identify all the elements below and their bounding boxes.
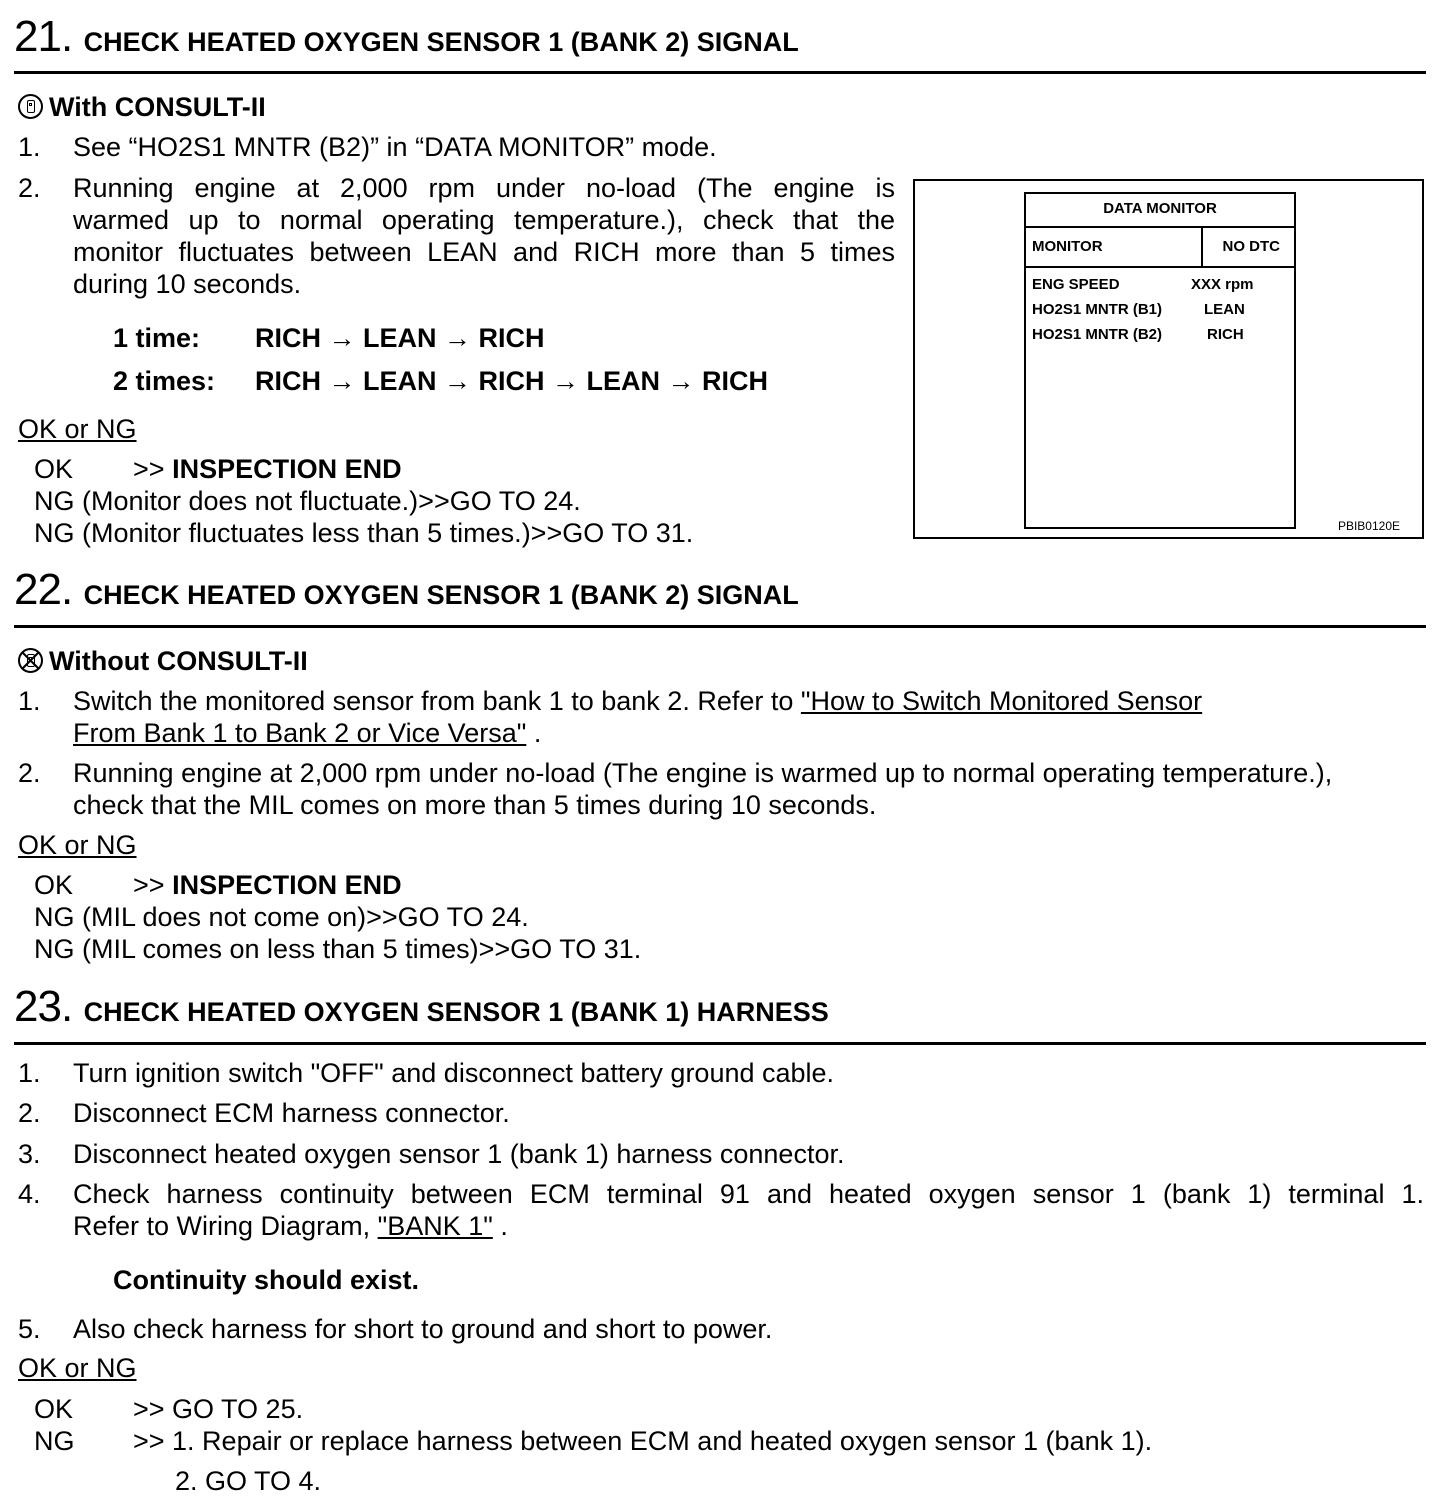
step-number: 2.	[18, 173, 41, 203]
time1-label: 1 time:	[113, 323, 201, 353]
ok-result-text: INSPECTION END	[172, 870, 402, 900]
section-title: CHECK HEATED OXYGEN SENSOR 1 (BANK 2) SIGNAL	[83, 27, 799, 57]
monitor-item-label: HO2S1 MNTR (B2)	[1032, 326, 1163, 343]
step-number: 2.	[18, 1098, 41, 1128]
step-text-suffix: .	[533, 718, 542, 748]
ng-result: >> 1. Repair or replace harness between ECM and heated oxygen sensor 1 (bank 1).	[133, 1426, 1153, 1456]
ok-label: OK	[34, 454, 74, 484]
wiring-diagram-link[interactable]: "BANK 1"	[377, 1211, 493, 1241]
data-monitor-screen	[1024, 192, 1296, 529]
ng-result: NG (MIL comes on less than 5 times)>>GO TO 31.	[34, 934, 642, 964]
ng-result: NG (MIL does not come on)>>GO TO 24.	[34, 902, 529, 932]
section-22-heading	[14, 565, 799, 625]
section-divider	[14, 1042, 1426, 1045]
section-number-dot: .	[60, 12, 74, 61]
step-text: Disconnect heated oxygen sensor 1 (bank 1) harness connector.	[73, 1139, 845, 1169]
step-text-prefix: Refer to Wiring Diagram,	[73, 1211, 371, 1241]
step-text	[73, 686, 1202, 717]
section-divider	[14, 625, 1426, 628]
step-number: 1.	[18, 1058, 41, 1088]
screen-status-row	[1026, 228, 1294, 268]
section-number-dot: .	[60, 565, 74, 614]
ng-label: NG	[34, 1426, 75, 1456]
section-title: CHECK HEATED OXYGEN SENSOR 1 (BANK 2) SIGNAL	[83, 580, 799, 610]
step-text-line: during 10 seconds.	[73, 269, 302, 299]
continuity-requirement: Continuity should exist.	[113, 1265, 420, 1295]
section-divider	[14, 71, 1426, 74]
step-text: Also check harness for short to ground and short to power.	[73, 1314, 773, 1344]
monitor-item-value: RICH	[1207, 326, 1244, 343]
step-text-line: warmed up to normal operating temperature.), check that the	[73, 205, 895, 235]
ok-result	[133, 454, 402, 485]
ok-label: OK	[34, 870, 74, 900]
step-number: 4.	[18, 1179, 41, 1209]
mode-without-consult	[18, 646, 308, 677]
section-title: CHECK HEATED OXYGEN SENSOR 1 (BANK 1) HARNESS	[83, 997, 829, 1027]
figure-id: PBIB0120E	[1337, 519, 1400, 533]
ok-or-ng-heading: OK or NG	[18, 414, 137, 444]
ok-result-prefix: >>	[133, 454, 165, 484]
step-text: Disconnect ECM harness connector.	[73, 1098, 510, 1128]
ok-or-ng-heading: OK or NG	[18, 830, 137, 860]
no-consult-icon	[18, 648, 43, 673]
ok-label: OK	[34, 1394, 74, 1424]
ng-result: NG (Monitor fluctuates less than 5 times.)>>GO TO 31.	[34, 518, 694, 548]
switch-sensor-link[interactable]: From Bank 1 to Bank 2 or Vice Versa"	[73, 718, 527, 748]
step-number: 2.	[18, 758, 41, 788]
step-text-line: Running engine at 2,000 rpm under no-load (The engine is warmed up to normal operating temperature.),	[73, 758, 1333, 788]
ok-or-ng-heading: OK or NG	[18, 1353, 137, 1383]
section-23-heading	[14, 982, 829, 1042]
section-number: 22	[14, 565, 61, 614]
step-text	[73, 1211, 508, 1242]
step-text-line: check that the MIL comes on more than 5 times during 10 seconds.	[73, 790, 877, 820]
screen-header: DATA MONITOR	[1026, 194, 1294, 228]
mode-label: With CONSULT-II	[49, 92, 266, 122]
step-number: 3.	[18, 1139, 41, 1169]
step-number: 1.	[18, 686, 41, 716]
ok-result-prefix: >>	[133, 870, 165, 900]
step-number: 5.	[18, 1314, 41, 1344]
step-text: See “HO2S1 MNTR (B2)” in “DATA MONITOR” mode.	[73, 132, 717, 162]
monitor-item-label: HO2S1 MNTR (B1)	[1032, 301, 1163, 318]
time1-sequence: RICH → LEAN → RICH	[255, 323, 545, 353]
step-text-line: monitor fluctuates between LEAN and RICH more than 5 times	[73, 237, 895, 267]
step-text: Turn ignition switch "OFF" and disconnect battery ground cable.	[73, 1058, 835, 1088]
step-text-prefix: Switch the monitored sensor from bank 1 to bank 2. Refer to	[73, 686, 794, 716]
ok-result-text: INSPECTION END	[172, 454, 402, 484]
section-number-dot: .	[60, 982, 74, 1031]
switch-sensor-link[interactable]: "How to Switch Monitored Sensor	[800, 686, 1203, 716]
ok-result: >> GO TO 25.	[133, 1394, 304, 1424]
mode-label: Without CONSULT-II	[49, 646, 308, 676]
ng-result: NG (Monitor does not fluctuate.)>>GO TO 24.	[34, 486, 581, 516]
section-number: 23	[14, 982, 61, 1031]
time2-label: 2 times:	[113, 366, 216, 396]
step-text-suffix: .	[500, 1211, 508, 1241]
monitor-item-value: XXX rpm	[1191, 276, 1254, 293]
step-text	[73, 718, 541, 749]
step-text-line: Running engine at 2,000 rpm under no-load (The engine is	[73, 173, 895, 203]
ok-result	[133, 870, 402, 901]
monitor-item-label: ENG SPEED	[1032, 276, 1120, 293]
consult-tool-icon	[18, 94, 43, 119]
dtc-status: NO DTC	[1222, 238, 1280, 255]
data-monitor-figure	[913, 179, 1424, 539]
step-text-line: Check harness continuity between ECM terminal 91 and heated oxygen sensor 1 (bank 1) terminal 1.	[73, 1179, 1424, 1209]
section-21-heading	[14, 12, 799, 72]
step-number: 1.	[18, 132, 41, 162]
monitor-item-value: LEAN	[1204, 301, 1245, 318]
ng-result: 2. GO TO 4.	[175, 1466, 322, 1496]
status-separator	[1201, 228, 1203, 266]
monitor-label: MONITOR	[1032, 238, 1103, 255]
time2-sequence: RICH → LEAN → RICH → LEAN → RICH	[255, 366, 768, 396]
section-number: 21	[14, 12, 61, 61]
mode-with-consult	[18, 92, 266, 123]
